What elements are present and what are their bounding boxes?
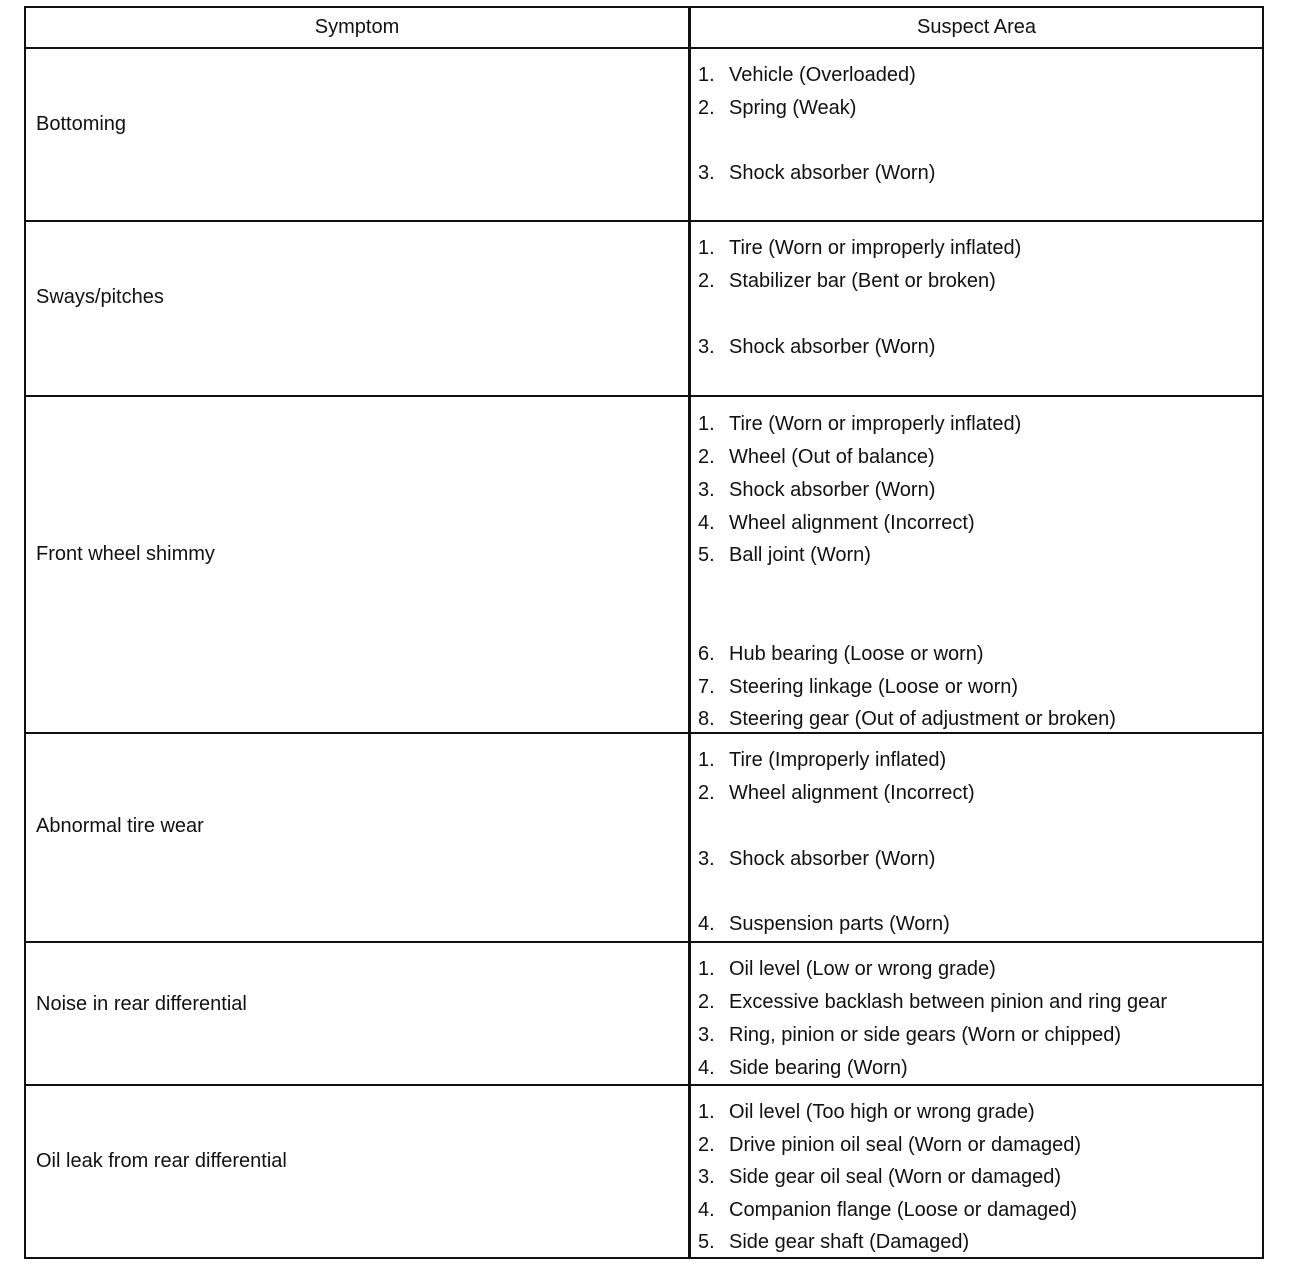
- table-row: [26, 397, 1262, 734]
- item-number: 1.: [698, 413, 715, 435]
- item-text: Drive pinion oil seal (Worn or damaged): [729, 1134, 1082, 1156]
- suspect-area-item: [698, 160, 935, 186]
- item-number: 3.: [698, 336, 715, 358]
- suspect-area-item: [698, 1099, 1035, 1125]
- suspect-area-item: [698, 411, 1021, 437]
- symptom-cell: [26, 943, 688, 1084]
- suspect-area-item: [698, 1164, 1061, 1190]
- item-number: 8.: [698, 708, 715, 730]
- symptom-label: Sways/pitches: [36, 286, 164, 308]
- suspect-area-item: [698, 780, 975, 806]
- item-text: Tire (Worn or improperly inflated): [729, 413, 1022, 435]
- suspect-area-item: [698, 1132, 1081, 1158]
- item-number: 5.: [698, 1231, 715, 1253]
- item-number: 2.: [698, 270, 715, 292]
- symptom-label: Abnormal tire wear: [36, 815, 204, 837]
- suspect-area-cell: [688, 943, 1262, 1084]
- header-suspect-area: Suspect Area: [688, 8, 1262, 47]
- item-text: Tire (Improperly inflated): [729, 749, 947, 771]
- suspect-area-item: [698, 477, 935, 503]
- table-row: [26, 734, 1262, 943]
- item-number: 3.: [698, 1024, 715, 1046]
- item-text: Side gear oil seal (Worn or damaged): [729, 1166, 1062, 1188]
- item-number: 2.: [698, 991, 715, 1013]
- table-header: [26, 8, 1262, 49]
- symptom-cell: [26, 222, 688, 395]
- suspect-area-item: [698, 989, 1167, 1015]
- symptom-cell: [26, 49, 688, 220]
- item-text: Vehicle (Overloaded): [729, 64, 916, 86]
- symptom-cell: [26, 397, 688, 732]
- item-text: Ring, pinion or side gears (Worn or chipped): [729, 1024, 1122, 1046]
- item-number: 2.: [698, 97, 715, 119]
- item-text: Shock absorber (Worn): [729, 479, 936, 501]
- header-symptom: Symptom: [314, 16, 400, 38]
- item-number: 2.: [698, 1134, 715, 1156]
- symptom-label: Front wheel shimmy: [36, 543, 215, 565]
- item-text: Ball joint (Worn): [729, 544, 871, 566]
- suspect-area-cell: [688, 397, 1262, 732]
- item-text: Side gear shaft (Damaged): [729, 1231, 970, 1253]
- item-number: 2.: [698, 782, 715, 804]
- suspect-area-item: [698, 334, 935, 360]
- suspect-area-item: [698, 1055, 908, 1081]
- item-number: 4.: [698, 1057, 715, 1079]
- item-number: 6.: [698, 643, 715, 665]
- item-number: 4.: [698, 512, 715, 534]
- symptom-cell: [26, 734, 688, 941]
- item-number: 3.: [698, 479, 715, 501]
- table-row: [26, 222, 1262, 397]
- item-text: Stabilizer bar (Bent or broken): [729, 270, 996, 292]
- item-text: Wheel alignment (Incorrect): [729, 782, 975, 804]
- item-number: 7.: [698, 676, 715, 698]
- item-number: 3.: [698, 848, 715, 870]
- item-number: 4.: [698, 913, 715, 935]
- suspect-area-item: [698, 542, 871, 568]
- suspect-area-item: [698, 268, 996, 294]
- item-text: Side bearing (Worn): [729, 1057, 908, 1079]
- suspect-area-item: [698, 846, 935, 872]
- item-text: Shock absorber (Worn): [729, 162, 936, 184]
- item-text: Excessive backlash between pinion and ring gear: [729, 991, 1168, 1013]
- item-text: Companion flange (Loose or damaged): [729, 1199, 1077, 1221]
- suspect-area-item: [698, 510, 975, 536]
- symptom-label: Bottoming: [36, 113, 127, 135]
- item-number: 4.: [698, 1199, 715, 1221]
- item-text: Oil level (Low or wrong grade): [729, 958, 996, 980]
- item-number: 1.: [698, 237, 715, 259]
- item-text: Steering linkage (Loose or worn): [729, 676, 1019, 698]
- item-text: Steering gear (Out of adjustment or broken): [729, 708, 1116, 730]
- item-number: 3.: [698, 1166, 715, 1188]
- item-number: 5.: [698, 544, 715, 566]
- suspect-area-item: [698, 674, 1018, 700]
- table-row: [26, 943, 1262, 1086]
- item-text: Spring (Weak): [729, 97, 857, 119]
- symptom-label: Noise in rear differential: [36, 993, 247, 1015]
- item-number: 3.: [698, 162, 715, 184]
- suspect-area-item: [698, 95, 856, 121]
- item-number: 1.: [698, 958, 715, 980]
- suspect-area-item: [698, 641, 984, 667]
- table-row: [26, 1086, 1262, 1257]
- suspect-area-item: [698, 1197, 1077, 1223]
- suspect-area-cell: [688, 49, 1262, 220]
- suspect-area-item: [698, 235, 1021, 261]
- symptom-label: Oil leak from rear differential: [36, 1150, 287, 1172]
- symptom-cell: [26, 1086, 688, 1257]
- table-body: [26, 49, 1262, 1257]
- item-text: Suspension parts (Worn): [729, 913, 950, 935]
- suspect-area-item: [698, 956, 996, 982]
- suspect-area-item: [698, 747, 946, 773]
- item-text: Shock absorber (Worn): [729, 848, 936, 870]
- item-text: Shock absorber (Worn): [729, 336, 936, 358]
- suspect-area-cell: [688, 734, 1262, 941]
- suspect-area-item: [698, 444, 935, 470]
- item-number: 1.: [698, 1101, 715, 1123]
- item-text: Tire (Worn or improperly inflated): [729, 237, 1022, 259]
- troubleshooting-table: [24, 6, 1264, 1259]
- item-text: Wheel (Out of balance): [729, 446, 935, 468]
- item-number: 1.: [698, 749, 715, 771]
- suspect-area-item: [698, 706, 1116, 732]
- item-number: 2.: [698, 446, 715, 468]
- item-text: Oil level (Too high or wrong grade): [729, 1101, 1035, 1123]
- suspect-area-cell: [688, 222, 1262, 395]
- item-text: Wheel alignment (Incorrect): [729, 512, 975, 534]
- table-row: [26, 49, 1262, 222]
- suspect-area-item: [698, 1229, 969, 1255]
- suspect-area-cell: [688, 1086, 1262, 1257]
- item-text: Hub bearing (Loose or worn): [729, 643, 984, 665]
- item-number: 1.: [698, 64, 715, 86]
- suspect-area-item: [698, 1022, 1121, 1048]
- suspect-area-item: [698, 62, 916, 88]
- suspect-area-item: [698, 911, 950, 937]
